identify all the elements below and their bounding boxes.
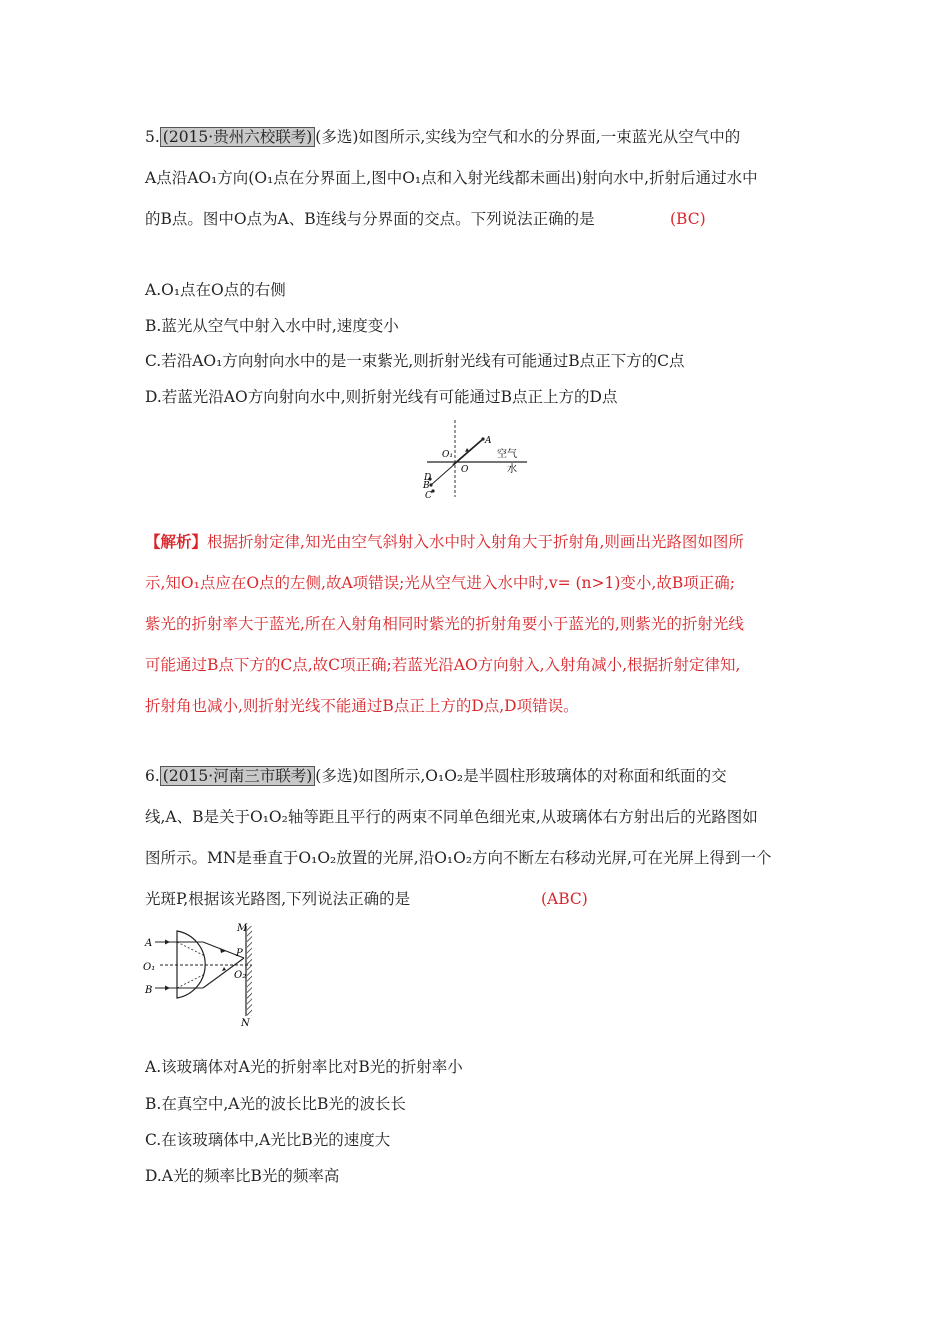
q6-glass-figure xyxy=(140,918,275,1030)
q6-option-a: A.该玻璃体对A光的折射率比对B光的折射率小 xyxy=(145,1058,463,1076)
q5-analysis-line-5: 折射角也减小,则折射光线不能通过B点正上方的D点,D项错误。 xyxy=(145,697,579,715)
q6-ray-a-arrow-icon xyxy=(165,940,170,945)
q5-answer: (BC) xyxy=(670,210,706,228)
q5-stem-line-3: 的B点。图中O点为A、B连线与分界面的交点。下列说法正确的是 xyxy=(145,210,595,228)
q6-type: (多选) xyxy=(315,767,359,785)
q5-label-o: O xyxy=(461,465,469,475)
q5-option-b: B.蓝光从空气中射入水中时,速度变小 xyxy=(145,317,399,335)
q5-analysis-line-3: 紫光的折射率大于蓝光,所在入射角相同时紫光的折射角要小于蓝光的,则紫光的折射光线 xyxy=(145,615,744,633)
q5-option-d: D.若蓝光沿AO方向射向水中,则折射光线有可能通过B点正上方的D点 xyxy=(145,388,618,406)
q6-stem-line-3: 图所示。MN是垂直于O₁O₂放置的光屏,沿O₁O₂方向不断左右移动光屏,可在光屏上得到一个 xyxy=(145,849,772,867)
q5-analysis-line-1 xyxy=(145,532,744,552)
q5-refraction-figure xyxy=(415,415,540,505)
q5-option-c: C.若沿AO₁方向射向水中的是一束紫光,则折射光线有可能通过B点正下方的C点 xyxy=(145,352,685,370)
q5-label-c: C xyxy=(425,491,432,501)
q6-label-m: M xyxy=(237,923,248,934)
q5-stem-line-2: A点沿AO₁方向(O₁点在分界面上,图中O₁点和入射光线都未画出)射向水中,折射后通过水中 xyxy=(145,169,758,187)
q6-label-p: P xyxy=(236,948,243,959)
q5-analysis-line-4: 可能通过B点下方的C点,故C项正确;若蓝光沿AO方向射入,入射角减小,根据折射定律知, xyxy=(145,656,741,674)
q6-number: 6. xyxy=(145,767,160,785)
q5-label-a: A xyxy=(485,436,492,446)
q5-analysis-text-1: 根据折射定律,知光由空气斜射入水中时入射角大于折射角,则画出光路图如图所 xyxy=(207,533,744,551)
q6-label-o2: O₂ xyxy=(234,970,247,981)
q5-analysis-head: 【解析】 xyxy=(145,532,208,551)
q6-refracted-b-arrow-icon xyxy=(222,967,226,971)
q6-source-tag: (2015·河南三市联考) xyxy=(160,766,315,786)
q6-option-d: D.A光的频率比B光的频率高 xyxy=(145,1167,340,1185)
q5-point-b xyxy=(429,483,432,486)
q5-number: 5. xyxy=(145,128,160,146)
q5-type: (多选) xyxy=(315,128,359,146)
q5-source-tag: (2015·贵州六校联考) xyxy=(160,127,315,147)
q5-label-air: 空气 xyxy=(497,449,517,460)
q5-label-d: D xyxy=(424,473,432,483)
q6-option-c: C.在该玻璃体中,A光比B光的速度大 xyxy=(145,1131,391,1149)
q6-stem-line-2: 线,A、B是关于O₁O₂轴等距且平行的两束不同单色细光束,从玻璃体右方射出后的光路图如 xyxy=(145,808,758,826)
q6-label-a: A xyxy=(145,938,153,949)
q6-screen-hatch xyxy=(247,926,252,1016)
q6-answer: (ABC) xyxy=(541,890,588,908)
q5-label-o1: O₁ xyxy=(442,450,453,460)
q5-stem-line-1 xyxy=(145,127,740,147)
q6-option-b: B.在真空中,A光的波长比B光的波长长 xyxy=(145,1095,406,1113)
q6-label-b: B xyxy=(145,985,153,996)
q6-stem-line-1 xyxy=(145,766,727,786)
q6-label-n: N xyxy=(241,1018,250,1029)
q6-ray-b-arrow-icon xyxy=(165,986,170,991)
q6-label-o1: O₁ xyxy=(143,962,156,973)
q5-analysis-line-2: 示,知O₁点应在O点的左侧,故A项错误;光从空气进入水中时,v= (n>1)变小,故B项正确; xyxy=(145,574,735,592)
q5-option-a: A.O₁点在O点的右侧 xyxy=(145,281,286,299)
q5-label-b: B xyxy=(423,481,430,491)
q5-light-ray xyxy=(453,439,483,465)
q6-stem-text-1: 如图所示,O₁O₂是半圆柱形玻璃体的对称面和纸面的交 xyxy=(358,767,727,785)
q5-stem-text-1: 如图所示,实线为空气和水的分界面,一束蓝光从空气中的 xyxy=(358,128,741,146)
q6-stem-line-4: 光斑P,根据该光路图,下列说法正确的是 xyxy=(145,890,411,908)
q5-label-water: 水 xyxy=(507,464,517,475)
